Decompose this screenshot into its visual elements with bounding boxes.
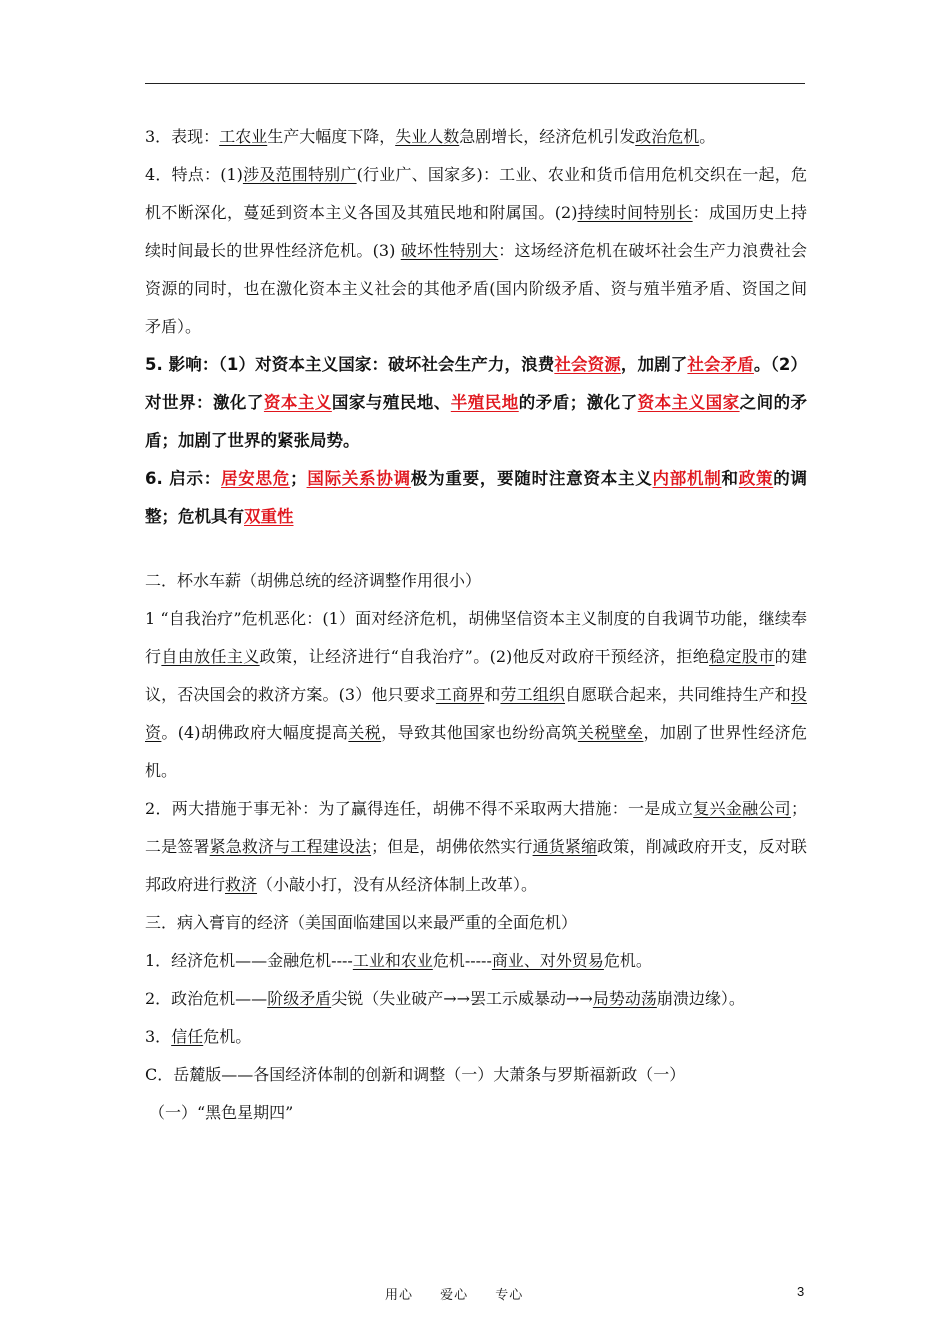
text-run: 和	[721, 469, 739, 488]
underlined-term: 局势动荡	[592, 989, 657, 1008]
highlight-term: 政策	[738, 469, 774, 488]
underlined-term: 关税	[348, 723, 382, 742]
paragraph	[145, 790, 807, 904]
text-run: 。	[699, 127, 716, 146]
highlight-term: 资本主义国家	[637, 393, 740, 412]
paragraph	[145, 460, 807, 536]
spacer	[145, 536, 807, 562]
underlined-term: 工业和农业	[352, 951, 433, 970]
underlined-term: 通货紧缩	[532, 837, 598, 856]
text-run: 崩溃边缘）。	[656, 989, 745, 1008]
header-rule	[145, 83, 805, 84]
underlined-term: 稳定股市	[709, 647, 775, 666]
text-run: 之间的矛盾；加剧了世界的紧张局势。	[145, 393, 808, 450]
text-run: 和	[484, 685, 501, 704]
paragraph	[145, 346, 807, 460]
page-number: 3	[797, 1284, 805, 1299]
text-run: 国家与殖民地、	[331, 393, 451, 412]
paragraph	[145, 1094, 807, 1132]
text-run: ，加剧了世界性经济危机。	[145, 723, 807, 780]
text-run: 政策，削减政府开支，反对联邦政府进行	[145, 837, 807, 894]
text-run: 2．两大措施于事无补：为了赢得连任，胡佛不得不采取两大措施：一是成立	[145, 799, 694, 818]
text-run: 3．表现：	[145, 127, 220, 146]
underlined-term: 救济	[225, 875, 258, 894]
text-run: 危机。	[203, 1027, 252, 1046]
underlined-term: 自由放任主义	[161, 647, 260, 666]
text-run: 。(4)胡佛政府大幅度提高	[161, 723, 349, 742]
text-run: ：这场经济危机在破坏社会生产力浪费社会资源的同时，也在激化资本主义社会的其他矛盾(国内阶级矛盾、资与殖半殖矛盾、资国之间矛盾）。	[145, 241, 807, 336]
text-run: ，加剧了	[620, 355, 688, 374]
underlined-term: 失业人数	[395, 127, 460, 146]
text-run: 的调整；危机具有	[145, 469, 808, 526]
text-run: (行业广、国家多)：工业、农业和货币信用危机交织在一起，危机不断深化，蔓延到资本主义各国及其殖民地和附属国。(2)	[145, 165, 807, 222]
text-run: 的矛盾；激化了	[518, 393, 638, 412]
underlined-term: 工农业	[219, 127, 268, 146]
highlight-term: 双重性	[244, 507, 294, 526]
underlined-term: 关税壁垒	[577, 723, 644, 742]
text-run: ，导致其他国家也纷纷高筑	[381, 723, 578, 742]
paragraph	[145, 118, 807, 156]
underlined-term: 破坏性特别大	[400, 241, 499, 260]
text-run: 生产大幅度下降，	[267, 127, 396, 146]
footer-motto: 用心 爱心 专心	[385, 1288, 524, 1303]
underlined-term: 投资	[145, 685, 807, 742]
text-run: ；但是，胡佛依然实行	[371, 837, 533, 856]
text-run: 3．	[145, 1027, 172, 1046]
underlined-term: 信任	[171, 1027, 204, 1046]
underlined-term: 持续时间特别长	[577, 203, 693, 222]
text-run: （一）“黑色星期四”	[149, 1103, 294, 1122]
document-body	[145, 118, 807, 1132]
paragraph	[145, 980, 807, 1018]
text-run: 自愿联合起来，共同维持生产和	[565, 685, 791, 704]
text-run: 1．经济危机——金融危机----	[145, 951, 353, 970]
text-run: ；二是签署	[145, 799, 807, 856]
underlined-term: 商业、对外贸易	[491, 951, 604, 970]
paragraph	[145, 1018, 807, 1056]
text-run: 危机-----	[432, 951, 492, 970]
text-run: 政策，让经济进行“自我治疗”。(2)他反对政府干预经济，拒绝	[259, 647, 710, 666]
text-run: 5. 影响：（1）对资本主义国家：破坏社会生产力，浪费	[145, 355, 555, 374]
underlined-term: 政治危机	[635, 127, 700, 146]
paragraph	[145, 600, 807, 790]
text-run: 危机。	[603, 951, 652, 970]
highlight-term: 居安思危	[221, 469, 291, 488]
text-run: 尖锐（失业破产→→罢工示威暴动→→	[331, 989, 593, 1008]
text-run: 急剧增长，经济危机引发	[459, 127, 636, 146]
text-run: ：成国历史上持续时间最长的世界性经济危机。(3)	[145, 203, 807, 260]
paragraph	[145, 1056, 807, 1094]
highlight-term: 国际关系协调	[306, 469, 411, 488]
highlight-term: 内部机制	[652, 469, 722, 488]
underlined-term: 复兴金融公司	[693, 799, 791, 818]
underlined-term: 紧急救济与工程建设法	[209, 837, 372, 856]
paragraph	[145, 156, 807, 346]
text-run: 极为重要，要随时注意资本主义	[410, 469, 653, 488]
text-run: 2．政治危机——	[145, 989, 268, 1008]
underlined-term: 工商界	[435, 685, 485, 704]
text-run: 。（2）对世界：激化了	[145, 355, 808, 412]
underlined-term: 劳工组织	[500, 685, 566, 704]
underlined-term: 涉及范围特别广	[242, 165, 357, 184]
paragraph	[145, 562, 807, 600]
highlight-term: 社会资源	[554, 355, 621, 374]
text-run: ；	[290, 469, 307, 488]
highlight-term: 社会矛盾	[687, 355, 754, 374]
paragraph	[145, 942, 807, 980]
text-run: 1 “自我治疗”危机恶化：(1）面对经济危机，胡佛坚信资本主义制度的自我调节功能，继续奉行	[145, 609, 807, 666]
text-run: 的建议，否决国会的救济方案。(3）他只要求	[145, 647, 807, 704]
text-run: 三．病入膏肓的经济（美国面临建国以来最严重的全面危机）	[145, 913, 578, 932]
text-run: 4．特点：(1)	[145, 165, 243, 184]
paragraph	[145, 904, 807, 942]
text-run: （小敲小打，没有从经济体制上改革）。	[257, 875, 538, 894]
highlight-term: 资本主义	[263, 393, 332, 412]
text-run: 6. 启示：	[145, 469, 222, 488]
highlight-term: 半殖民地	[450, 393, 519, 412]
text-run: C．岳麓版——各国经济体制的创新和调整（一）大萧条与罗斯福新政（一）	[145, 1065, 686, 1084]
text-run: 二．杯水车薪（胡佛总统的经济调整作用很小）	[145, 571, 482, 590]
underlined-term: 阶级矛盾	[267, 989, 332, 1008]
